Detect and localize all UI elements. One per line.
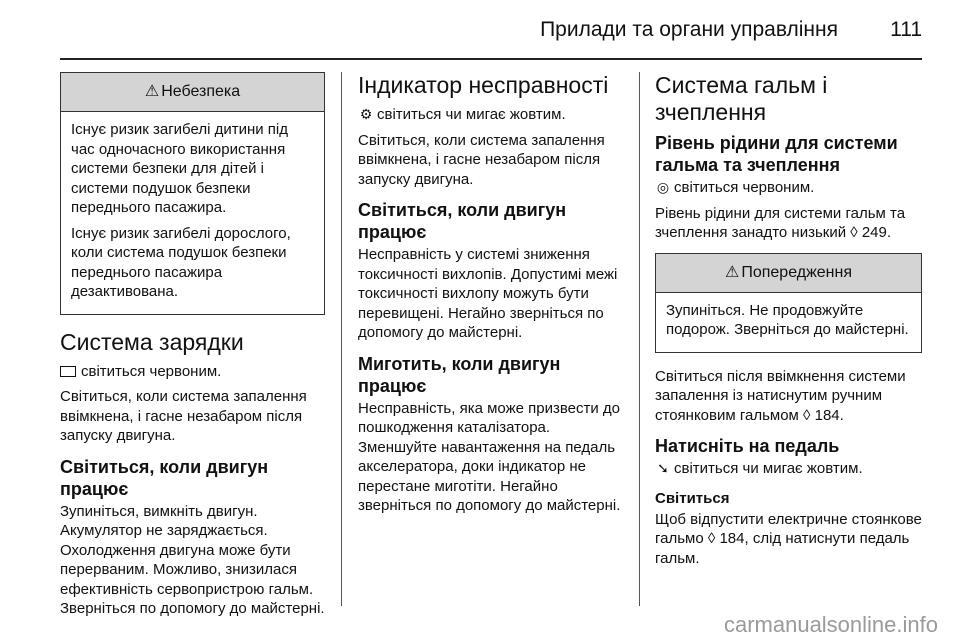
malfunction-text: Світиться, коли система запалення ввімкнена, і гасне незабаром після запуску двигуна. <box>358 131 605 188</box>
section-title-malfunction: Індикатор несправності <box>358 72 609 98</box>
caution-box-body <box>656 293 921 352</box>
watermark: carmanualsonline.info <box>723 612 938 637</box>
danger-box-title: Небезпека <box>161 83 241 100</box>
charging-subtext: Зупиніться, вимкніть двигун. Акумулятор не заряджається. Охолодження двигуна може бути перерваним. Можливо, знизилася ефективність сервопристрою гальм. Зверніться по допомогу до майстерні. <box>60 502 325 617</box>
pedal-indicator-line <box>655 459 922 479</box>
danger-box-header <box>61 73 324 112</box>
lights-text: Щоб відпустити електричне стоянкове гальмо ◊ 184, слід натиснути педаль гальм. <box>655 510 922 567</box>
column-1 <box>60 72 325 625</box>
page-header <box>0 0 960 60</box>
section-title-charging: Система зарядки <box>60 328 244 355</box>
danger-paragraph: Існує ризик загибелі дитини під час одночасного використання системи безпеки для дітей і системи подушок безпеки переднього пасажира. <box>71 121 288 216</box>
charging-text: Світиться, коли система запалення ввімкнена, і гасне незабаром після запуску двигуна. <box>60 388 307 444</box>
pedal-icon: ➘ <box>657 460 669 476</box>
after-box-text: Світиться після ввімкнення системи запалення із натиснутим ручним стоянковим гальмом ◊ 184. <box>655 367 906 424</box>
brake-icon: ◎ <box>656 179 670 195</box>
battery-icon <box>60 366 76 377</box>
header-rule <box>60 58 922 60</box>
malfunction-subtext-1: Несправність у системі зниження токсичності вихлопів. Допустимі межі токсичності вихлопу можуть бути перевищені. Негайно зверніться по допомогу до майстерні. <box>358 246 618 341</box>
caution-box-header <box>656 254 921 293</box>
page-number: 111 <box>890 18 922 41</box>
charging-indicator-text: світиться червоним. <box>81 362 222 380</box>
malfunction-indicator-line <box>358 105 630 125</box>
column-2 <box>358 72 630 522</box>
column-divider <box>341 72 342 606</box>
malfunction-indicator-text: світиться чи мигає жовтим. <box>377 106 566 123</box>
pedal-indicator-text: світиться чи мигає жовтим. <box>674 460 863 477</box>
malfunction-subtitle-2: Миготить, коли двигун працює <box>358 353 561 396</box>
brake-indicator-line <box>655 178 922 198</box>
brake-fluid-subtitle: Рівень рідини для системи гальма та зчеплення <box>655 133 898 175</box>
lights-subtitle: Світиться <box>655 489 730 507</box>
malfunction-subtext-2: Несправність, яка може призвести до пошкодження каталізатора. Зменшуйте навантаження на педаль акселератора, доки індикатор не перестане миготіти. Негайно зверніться по допомогу до майстерні. <box>358 399 621 514</box>
warning-triangle-icon: ⚠ <box>144 83 160 100</box>
malfunction-subtitle-1: Світиться, коли двигун працює <box>358 200 567 242</box>
charging-subtitle: Світиться, коли двигун працює <box>60 456 269 499</box>
engine-icon: ⚙ <box>359 106 373 122</box>
header-title: Прилади та органи управління <box>540 18 838 41</box>
press-pedal-subtitle: Натисніть на педаль <box>655 436 840 456</box>
danger-paragraph: Існує ризик загибелі дорослого, коли система подушок безпеки переднього пасажира дезактивована. <box>71 224 291 300</box>
danger-box <box>60 72 325 315</box>
caution-box <box>655 253 922 353</box>
warning-triangle-icon: ⚠ <box>724 263 740 281</box>
column-3 <box>655 72 922 574</box>
caution-text: Зупиніться. Не продовжуйте подорож. Зверніться до майстерні. <box>666 301 909 338</box>
column-divider <box>639 72 640 606</box>
brake-indicator-text: світиться червоним. <box>674 179 815 196</box>
caution-box-title: Попередження <box>741 263 853 281</box>
danger-box-body <box>61 112 324 314</box>
charging-indicator-line <box>60 362 325 382</box>
brake-fluid-text: Рівень рідини для системи гальм та зчеплення занадто низький ◊ 249. <box>655 204 906 241</box>
section-title-brakes: Система гальм і зчеплення <box>655 72 828 125</box>
